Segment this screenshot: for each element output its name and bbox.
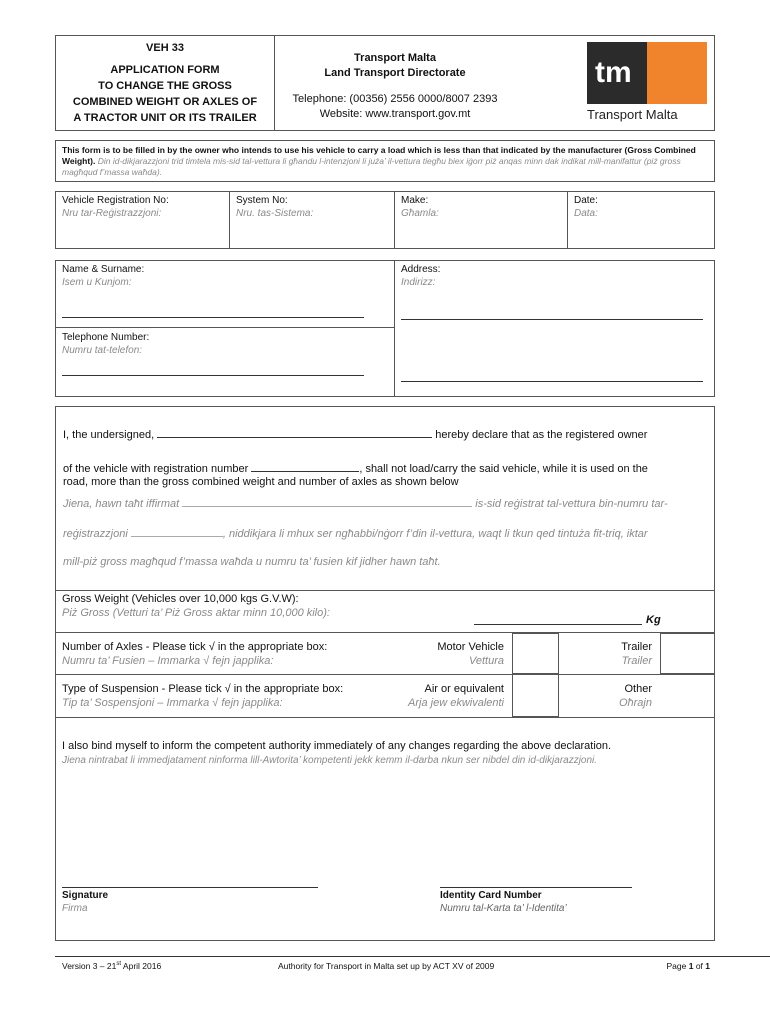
address-input-line-2[interactable] <box>401 370 703 382</box>
footer-page-total: 1 <box>705 961 710 971</box>
system-no-label-mt: Nru. tas-Sistema: <box>236 208 314 219</box>
name-label: Name & Surname: <box>62 264 145 275</box>
bind-statement: I also bind myself to inform the competent authority immediately of any changes regarding the above declaration. <box>62 740 612 752</box>
name-label-mt: Isem u Kunjom: <box>62 277 132 288</box>
address-input-line-1[interactable] <box>401 308 703 320</box>
form-title-line-3: COMBINED WEIGHT OR AXLES OF <box>72 96 258 108</box>
org-name: Transport Malta <box>354 52 436 64</box>
logo-caption: Transport Malta <box>587 107 678 122</box>
declaration-line-1 <box>63 427 708 441</box>
declaration-mt-line-1 <box>63 496 708 510</box>
owner-hline <box>55 327 395 328</box>
suspension-label: Type of Suspension - Please tick √ in the appropriate box: <box>62 683 344 695</box>
address-label: Address: <box>401 264 441 275</box>
declaration-line-3: road, more than the gross combined weight and number of axles as shown below <box>63 476 459 488</box>
logo-text: tm <box>595 56 632 89</box>
reg-no-field[interactable] <box>60 222 225 246</box>
date-label-mt: Data: <box>574 208 598 219</box>
system-no-field[interactable] <box>234 222 390 246</box>
axles-trailer: Trailer <box>621 641 652 653</box>
phone-label: Telephone Number: <box>62 332 150 343</box>
footer-page-prefix: Page <box>666 961 689 971</box>
notice-maltese: Din id-dikjarazzjoni trid timtela mis-sid tal-vettura li għandu l-intenzjoni li juża’ il-vettura tiegħu biex iġorr piż anqas minn dak indikat mill-manifattur (piż gross magħqud f’massa waħda). <box>62 156 681 177</box>
form-title-line-1: APPLICATION FORM <box>110 64 220 76</box>
telephone: Telephone: (00356) 2556 0000/8007 2393 <box>292 93 498 105</box>
suspension-air-checkbox[interactable] <box>512 674 559 717</box>
declaration-mt-l1-end: is-sid reġistrat tal-vettura bin-numru tar- <box>475 498 668 510</box>
gross-weight-input[interactable] <box>474 613 642 625</box>
footer-authority: Authority for Transport in Malta set up by ACT XV of 2009 <box>278 961 495 971</box>
vehicle-divider-2 <box>394 191 395 249</box>
axles-trailer-mt: Trailer <box>621 655 652 667</box>
gross-weight-top-rule <box>55 590 715 591</box>
form-code: VEH 33 <box>146 42 184 54</box>
form-title-line-4: A TRACTOR UNIT OR ITS TRAILER <box>73 112 257 124</box>
axles-motor-vehicle: Motor Vehicle <box>437 641 504 653</box>
bind-statement-mt: Jiena nintrabat li immedjatament ninforma lill-Awtorita’ kompetenti jekk kemm il-darba nkun ser nibdel din id-dikjarazzjoni. <box>62 755 598 766</box>
directorate: Land Transport Directorate <box>324 67 466 79</box>
vehicle-divider-3 <box>567 191 568 249</box>
make-label: Make: <box>401 195 429 206</box>
footer-page-num: 1 <box>688 961 694 971</box>
id-card-label-mt: Numru tal-Karta ta’ l-Identita’ <box>440 903 567 914</box>
gross-weight-label-mt: Piż Gross (Vetturi ta’ Piż Gross aktar minn 10,000 kilo): <box>62 607 330 619</box>
declaration-l2-end: , shall not load/carry the said vehicle, while it is used on the <box>359 463 648 475</box>
owner-divider <box>394 260 395 397</box>
gross-weight-label: Gross Weight (Vehicles over 10,000 kgs G.V.W): <box>62 593 299 605</box>
footer-version-end: April 2016 <box>121 961 162 971</box>
make-field[interactable] <box>399 222 563 246</box>
axles-trailer-checkbox[interactable] <box>660 633 715 674</box>
footer-rule <box>55 956 770 957</box>
declaration-mt-l2-end: , niddikjara li mhux ser ngħabbi/nġorr f’din il-vettura, waqt li tkun qed tintuża fit-triq, iktar <box>222 528 648 540</box>
suspension-air: Air or equivalent <box>424 683 504 695</box>
footer-page-mid: of <box>693 961 706 971</box>
suspension-bottom-rule <box>55 717 715 718</box>
declaration-mt-line-3: mill-piż gross magħqud f’massa waħda u numru ta’ fusien kif jidher hawn taħt. <box>63 556 441 568</box>
axles-motor-vehicle-mt: Vettura <box>468 655 504 667</box>
date-label: Date: <box>574 195 598 206</box>
phone-label-mt: Numru tat-telefon: <box>62 345 143 356</box>
signature-label: Signature <box>62 890 109 901</box>
axles-top-rule <box>55 632 715 633</box>
signature-input-line[interactable] <box>62 876 318 888</box>
declaration-mt-line-2 <box>63 526 708 540</box>
notice-box <box>55 140 715 182</box>
id-card-input-line[interactable] <box>440 876 632 888</box>
id-card-label: Identity Card Number <box>440 890 542 901</box>
gross-weight-unit: Kg <box>646 614 661 626</box>
suspension-air-mt: Arja jew ekwivalenti <box>408 697 504 709</box>
suspension-other-mt: Oħrajn <box>618 697 652 709</box>
reg-no-label: Vehicle Registration No: <box>62 195 169 206</box>
logo-orange-square <box>647 42 707 104</box>
vehicle-divider-1 <box>229 191 230 249</box>
name-input-line[interactable] <box>62 306 364 318</box>
declaration-line-2 <box>63 461 708 475</box>
axles-label-mt: Numru ta’ Fusien – Immarka √ fejn japplika: <box>62 655 274 667</box>
declaration-mt-reg-line <box>131 526 223 537</box>
declaration-mt-l1-start: Jiena, hawn taħt iffirmat <box>63 498 180 510</box>
suspension-label-mt: Tip ta’ Sospensjoni – Immarka √ fejn japplika: <box>62 697 283 709</box>
suspension-other: Other <box>624 683 652 695</box>
suspension-top-rule <box>55 674 715 675</box>
footer-page <box>630 961 710 971</box>
make-label-mt: Għamla: <box>401 208 439 219</box>
declaration-l1-start: I, the undersigned, <box>63 429 155 441</box>
form-title-line-2: TO CHANGE THE GROSS <box>98 80 232 92</box>
declaration-l1-end: hereby declare that as the registered owner <box>435 429 648 441</box>
signature-label-mt: Firma <box>62 903 88 914</box>
reg-no-label-mt: Nru tar-Reġistrazzjoni: <box>62 208 162 219</box>
transport-malta-logo <box>587 42 707 104</box>
declaration-mt-l2-start: reġistrazzjoni <box>63 528 128 540</box>
system-no-label: System No: <box>236 195 288 206</box>
footer-version-sup: st <box>116 961 122 968</box>
footer-version <box>62 961 161 971</box>
phone-input-line[interactable] <box>62 364 364 376</box>
declaration-mt-name-line <box>182 496 472 507</box>
notice-english: This form is to be filled in by the owner who intends to use his vehicle to carry a load which is less than that indicated by the manufacturer (Gross Combined Weight). <box>62 145 696 166</box>
declaration-reg-input[interactable] <box>251 461 359 472</box>
footer-version-start: Version 3 – 21 <box>62 961 117 971</box>
date-field[interactable] <box>572 222 712 246</box>
axles-motor-vehicle-checkbox[interactable] <box>512 633 559 674</box>
declaration-l2-start: of the vehicle with registration number <box>63 463 249 475</box>
address-label-mt: Indirizz: <box>401 277 436 288</box>
website: Website: www.transport.gov.mt <box>319 108 471 120</box>
undersigned-name-input[interactable] <box>157 427 432 438</box>
axles-label: Number of Axles - Please tick √ in the appropriate box: <box>62 641 328 653</box>
